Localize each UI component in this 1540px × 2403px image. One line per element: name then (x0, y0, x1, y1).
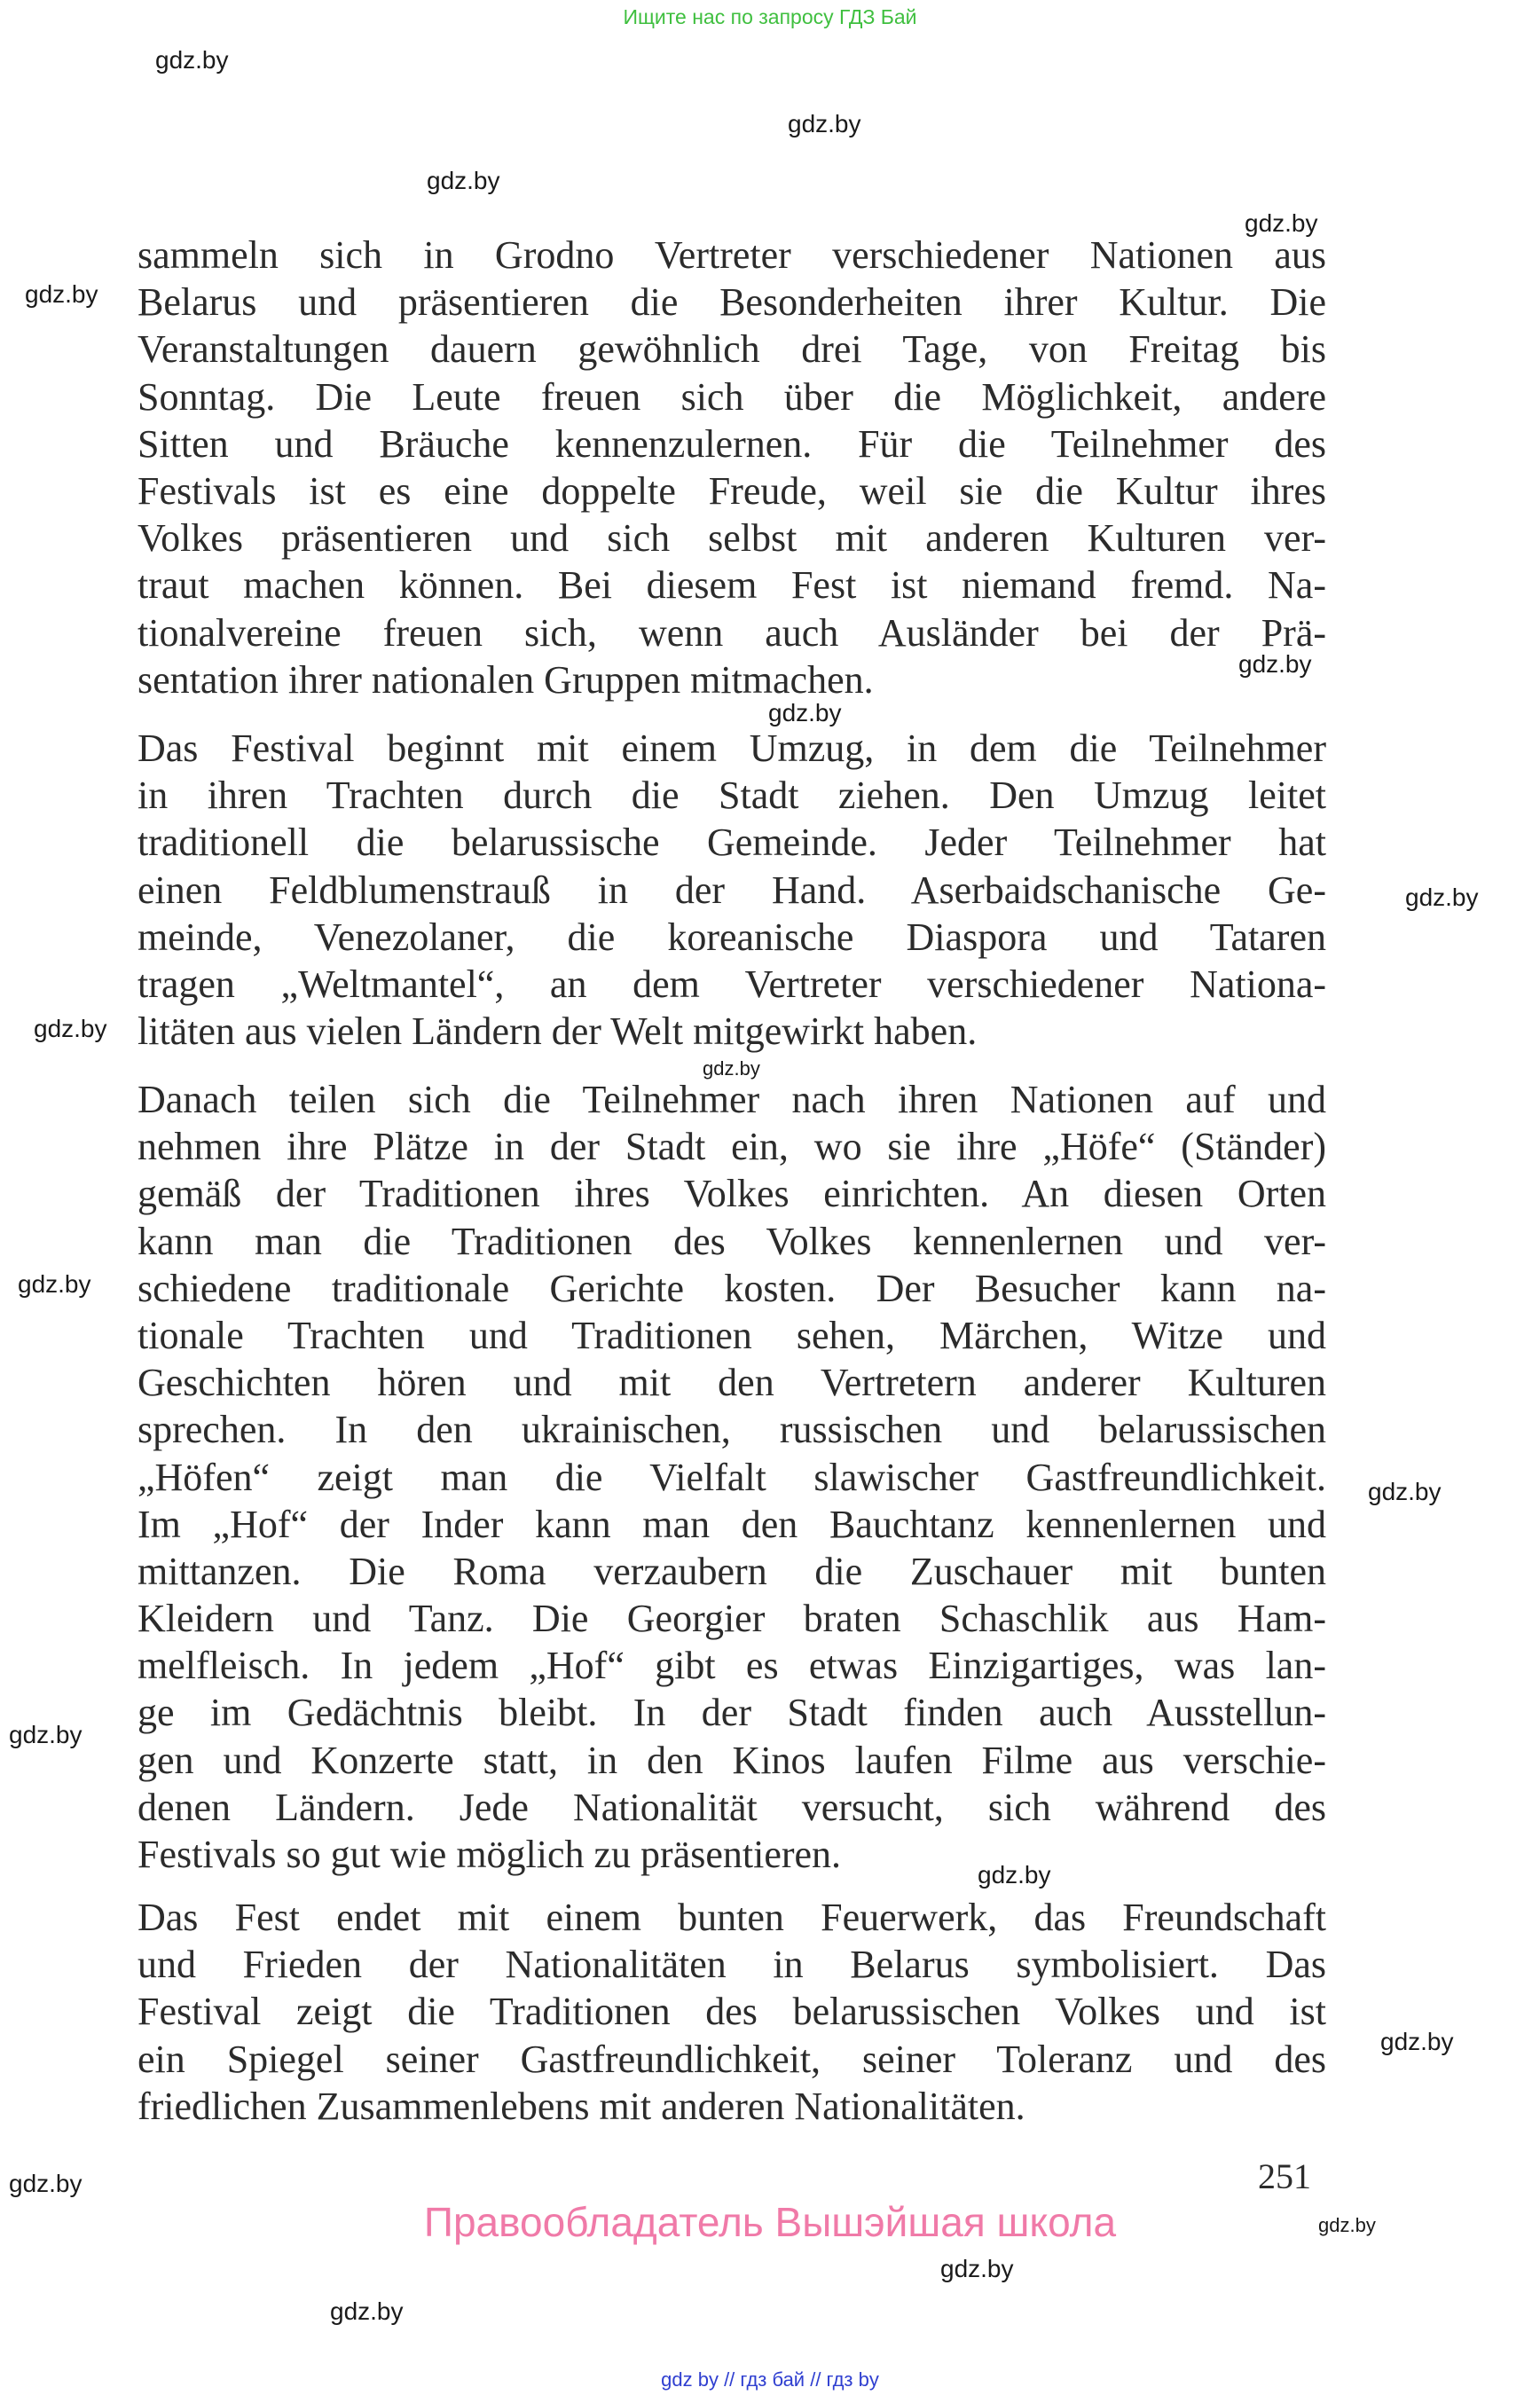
watermark: gdz.by (9, 2170, 82, 2197)
watermark: gdz.by (9, 1721, 82, 1748)
copyright-notice: Правообладатель Вышэйшая школа (423, 2199, 1117, 2245)
text-line: sentation ihrer nationalen Gruppen mitmachen. (138, 657, 874, 702)
text-line: denen Ländern. Jede Nationalität versucht, sich während des (138, 1785, 1326, 1829)
text-line: traditionell die belarussische Gemeinde. Jeder Teilnehmer hat (138, 821, 1326, 865)
paragraph-3 (138, 1076, 1326, 1878)
paragraph-2 (138, 725, 1326, 1055)
text-line: mittanzen. Die Roma verzaubern die Zuschauer mit bunten (138, 1549, 1326, 1593)
text-line: Danach teilen sich die Teilnehmer nach ihren Nationen auf und (138, 1078, 1326, 1121)
watermark: gdz.by (978, 1861, 1051, 1889)
text-line: Veranstaltungen dauern gewöhnlich drei Tage, von Freitag bis (138, 327, 1326, 372)
text-line: gemäß der Traditionen ihres Volkes einrichten. An diesen Orten (138, 1172, 1326, 1216)
page-number: 251 (1258, 2156, 1311, 2196)
text-line: Festivals ist es eine doppelte Freude, weil sie die Kultur ihres (138, 468, 1326, 513)
text-line: meinde, Venezolaner, die koreanische Diaspora und Tataren (138, 915, 1326, 959)
watermark: gdz.by (25, 280, 98, 308)
watermark: gdz.by (155, 46, 229, 74)
text-line: tionale Trachten und Traditionen sehen, Märchen, Witze und (138, 1313, 1326, 1357)
watermark: gdz.by (703, 1057, 760, 1080)
text-line: Im „Hof“ der Inder kann man den Bauchtanz kennenlernen und (138, 1502, 1326, 1546)
paragraph-4 (138, 1894, 1326, 2130)
text-line: Sitten und Bräuche kennenzulernen. Für die Teilnehmer des (138, 421, 1326, 466)
watermark: gdz.by (18, 1270, 91, 1298)
text-line: Sonntag. Die Leute freuen sich über die Möglichkeit, andere (138, 374, 1326, 419)
watermark: gdz.by (768, 699, 842, 726)
text-line: sprechen. In den ukrainischen, russischen und belarussischen (138, 1408, 1326, 1452)
watermark: gdz.by (940, 2255, 1014, 2282)
text-line: Volkes präsentieren und sich selbst mit anderen Kulturen ver- (138, 516, 1326, 561)
text-line: sammeln sich in Grodno Vertreter verschiedener Nationen aus (138, 233, 1326, 277)
text-line: tionalvereine freuen sich, wenn auch Ausländer bei der Prä- (138, 610, 1326, 655)
watermark: gdz.by (1238, 650, 1312, 678)
watermark: gdz.by (34, 1015, 107, 1042)
text-line: nehmen ihre Plätze in der Stadt ein, wo sie ihre „Höfe“ (Ständer) (138, 1125, 1326, 1169)
watermark: gdz.by (1245, 209, 1318, 237)
text-line: Belarus und präsentieren die Besonderheiten ihrer Kultur. Die (138, 280, 1326, 325)
watermark: gdz.by (1380, 2028, 1454, 2055)
top-banner: Ищите нас по запросу ГДЗ Бай (623, 5, 917, 28)
text-line: Das Fest endet mit einem bunten Feuerwerk, das Freundschaft (138, 1896, 1326, 1939)
watermark: gdz.by (1318, 2214, 1376, 2236)
watermark: gdz.by (330, 2297, 404, 2325)
bottom-links[interactable]: gdz by // гдз бай // гдз by (661, 2368, 879, 2391)
text-line: ein Spiegel seiner Gastfreundlichkeit, seiner Toleranz und des (138, 2037, 1326, 2081)
text-line: Das Festival beginnt mit einem Umzug, in dem die Teilnehmer (138, 726, 1326, 770)
text-line: einen Feldblumenstrauß in der Hand. Aserbaidschanische Ge- (138, 868, 1326, 912)
text-line: melfleisch. In jedem „Hof“ gibt es etwas Einzigartiges, was lan- (138, 1644, 1326, 1688)
text-line: kann man die Traditionen des Volkes kennenlernen und ver- (138, 1219, 1326, 1263)
watermark: gdz.by (1368, 1478, 1442, 1505)
text-line: und Frieden der Nationalitäten in Belarus symbolisiert. Das (138, 1943, 1326, 1987)
text-line: Geschichten hören und mit den Vertretern anderer Kulturen (138, 1361, 1326, 1405)
watermark: gdz.by (427, 167, 500, 194)
text-line: „Höfen“ zeigt man die Vielfalt slawischer Gastfreundlichkeit. (138, 1455, 1326, 1499)
text-line: gen und Konzerte statt, in den Kinos laufen Filme aus verschie- (138, 1738, 1326, 1782)
text-line: Festivals so gut wie möglich zu präsentieren. (138, 1833, 842, 1876)
text-line: tragen „Weltmantel“, an dem Vertreter verschiedener Nationa- (138, 962, 1326, 1006)
text-line: ge im Gedächtnis bleibt. In der Stadt finden auch Ausstellun- (138, 1691, 1326, 1735)
text-line: litäten aus vielen Ländern der Welt mitgewirkt haben. (138, 1009, 978, 1054)
watermark: gdz.by (1405, 883, 1479, 911)
text-line: traut machen können. Bei diesem Fest ist niemand fremd. Na- (138, 563, 1326, 608)
watermark: gdz.by (788, 110, 861, 137)
paragraph-1 (138, 232, 1326, 703)
text-line: Kleidern und Tanz. Die Georgier braten Schaschlik aus Ham- (138, 1597, 1326, 1641)
text-line: schiedene traditionale Gerichte kosten. Der Besucher kann na- (138, 1266, 1326, 1310)
text-line: friedlichen Zusammenlebens mit anderen Nationalitäten. (138, 2084, 1025, 2128)
text-line: Festival zeigt die Traditionen des belarussischen Volkes und ist (138, 1990, 1326, 2034)
text-line: in ihren Trachten durch die Stadt ziehen. Den Umzug leitet (138, 774, 1326, 818)
